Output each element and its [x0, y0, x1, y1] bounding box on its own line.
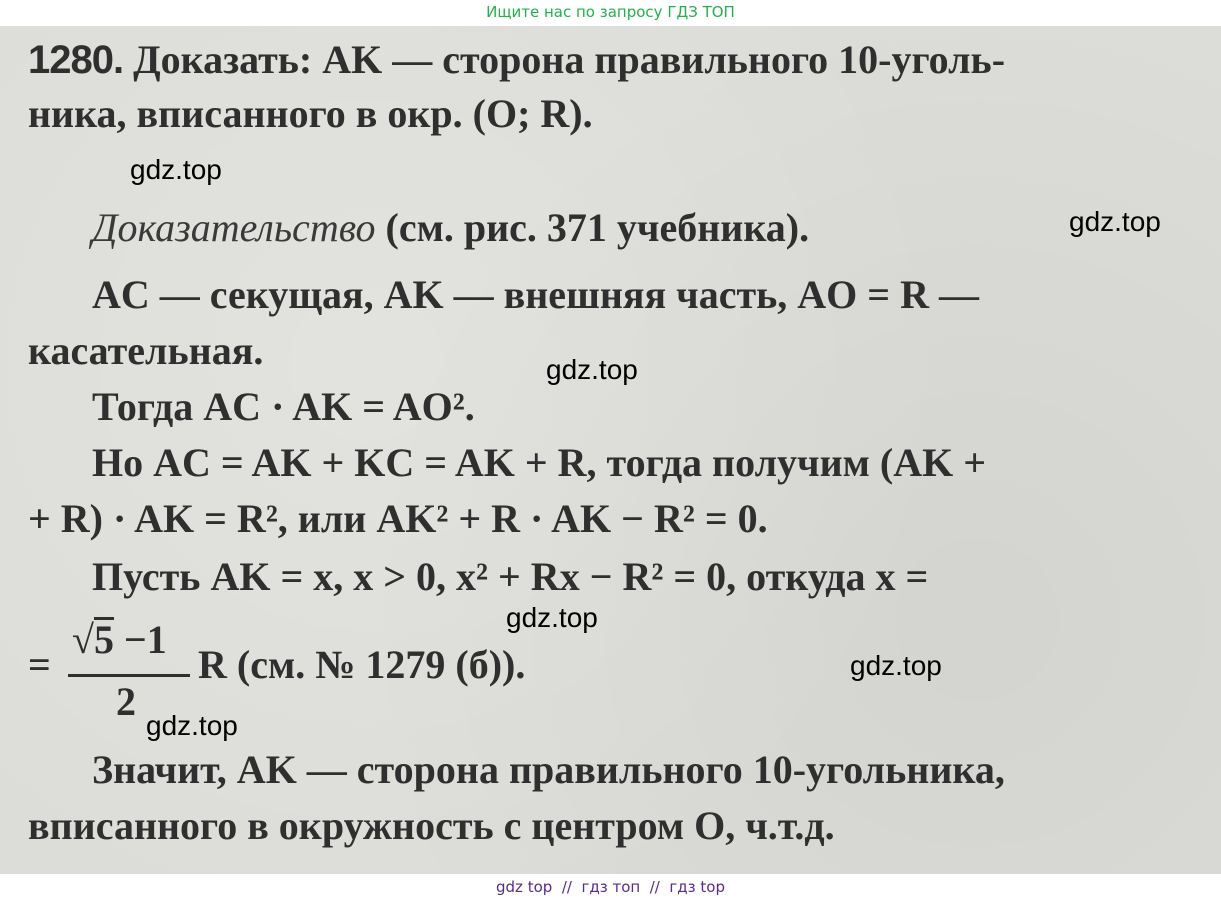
watermark: gdz.top — [506, 602, 598, 633]
proof-line-4: касательная. — [28, 328, 264, 373]
proof-heading-line — [92, 204, 809, 252]
proof-line-11: вписанного в окружность с центром O, ч.т.д. — [28, 803, 835, 848]
watermark: gdz.top — [146, 710, 238, 741]
footer-links — [0, 874, 1221, 902]
proof-line-3: AC — секущая, AK — внешняя часть, AO = R — — [92, 272, 979, 317]
proof-heading: Доказательство — [92, 205, 376, 250]
proof-line-9: R (см. № 1279 (б)). — [198, 642, 526, 687]
textbook-page — [0, 26, 1221, 874]
proof-reference: (см. рис. 371 учебника). — [375, 205, 810, 250]
minus-one: −1 — [113, 617, 167, 662]
proof-line-10: Значит, AK — сторона правильного 10-угольника, — [92, 747, 1005, 792]
footer-link-gdz-top[interactable]: gdz top — [496, 878, 553, 896]
watermark: gdz.top — [130, 154, 222, 185]
proof-line-7: + R) · AK = R², или AK² + R · AK − R² = 0. — [28, 496, 768, 541]
sqrt-symbol: √ — [72, 617, 94, 662]
fraction-numerator — [72, 616, 167, 664]
problem-statement-line-2: ника, вписанного в окр. (O; R). — [28, 91, 593, 136]
footer-link-gdz-top-ru[interactable]: гдз топ — [581, 878, 641, 896]
proof-line-8: Пусть AK = x, x > 0, x² + Rx − R² = 0, откуда x = — [92, 554, 929, 599]
watermark: gdz.top — [850, 650, 942, 681]
problem-number: 1280. — [28, 38, 124, 82]
proof-line-6: Но AC = AK + KC = AK + R, тогда получим (AK + — [92, 440, 986, 485]
footer-separator: // — [561, 878, 572, 896]
proof-line-5: Тогда AC · AK = AO². — [92, 384, 475, 429]
problem-statement-line-1 — [28, 36, 1005, 84]
footer-separator: // — [649, 878, 660, 896]
fraction-bar — [68, 674, 190, 677]
top-banner-link[interactable]: Ищите нас по запросу ГДЗ ТОП — [486, 3, 735, 21]
fraction-denominator: 2 — [116, 679, 136, 724]
equals-sign: = — [28, 642, 51, 687]
footer-link-gdz-top-mixed[interactable]: гдз top — [669, 878, 725, 896]
watermark: gdz.top — [1069, 206, 1161, 237]
problem-text-1: Доказать: AK — сторона правильного 10-уголь- — [133, 37, 1006, 82]
watermark: gdz.top — [546, 354, 638, 385]
sqrt-argument: 5 — [93, 617, 114, 662]
